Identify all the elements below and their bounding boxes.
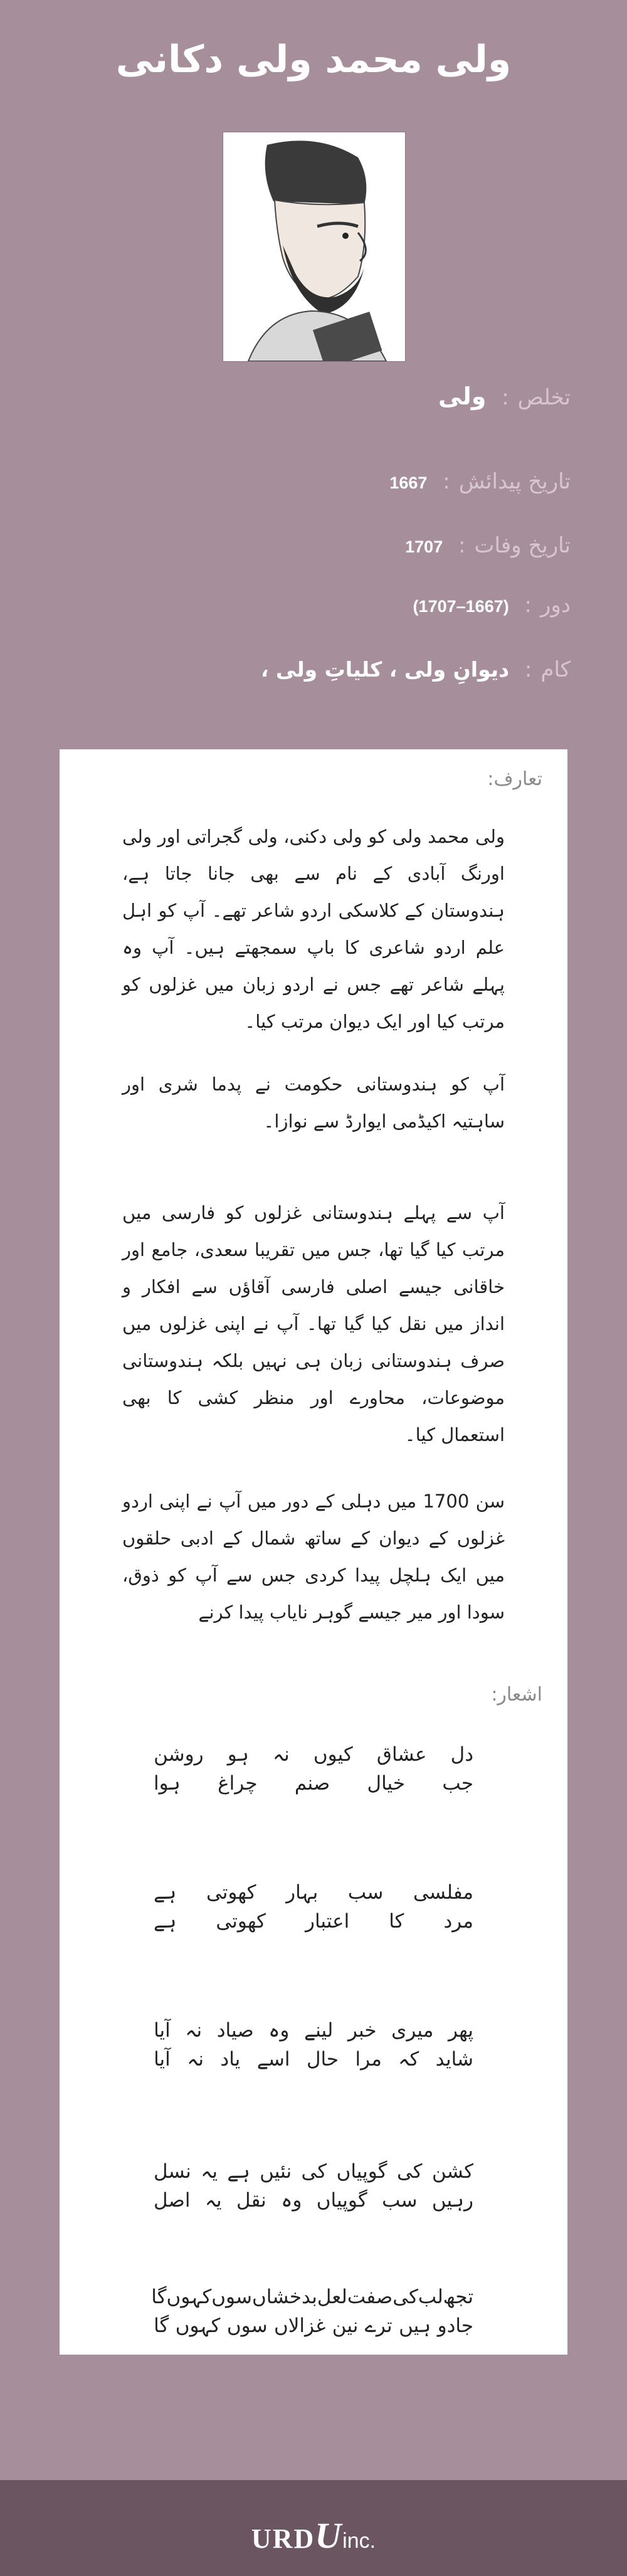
death-row: تاریخ وفات: 1707 [405,533,571,558]
couplet-line: جب خیال صنم چراغ ہوا [154,1772,473,1795]
poet-portrait [223,132,406,362]
content-card [60,749,567,2355]
birth-value: 1667 [389,473,428,492]
intro-heading: تعارف: [487,768,542,790]
couplet [154,1740,473,1798]
portrait-illustration-icon [223,132,405,361]
couplet-line: جادو ہیں ترے نین غزالاں سوں کہوں گا [154,2315,473,2337]
works-value: دیوانِ ولی ، کلیاتِ ولی ، [260,657,510,682]
works-row: کام: دیوانِ ولی ، کلیاتِ ولی ، [260,657,571,682]
couplet-line: کشن کی گوپیاں کی نئیں ہے یہ نسل [154,2160,473,2183]
birth-row: تاریخ پیدائش: 1667 [389,469,571,494]
takhallus-value: ولی [438,383,487,410]
couplet-line: مرد کا اعتبار کھوتی ہے [154,1910,473,1933]
intro-paragraph-4: سن 1700 میں دہلی کے دور میں آپ نے اپنی اردو غزلوں کے دیوان کے ساتھ شمال کے ادبی حلقوں میں ایک ہلچل پیدا کردی جس سے آپ کو ذوق، سودا اور میر جیسے گوہر نایاب پیدا کرنے [122,1491,505,1623]
death-value: 1707 [405,537,443,556]
couplet-line: شاید کہ مرا حال اسے یاد نہ آیا [154,2048,473,2071]
footer-bar [0,2480,627,2576]
urdu-inc-logo[interactable]: URDUinc. [251,2515,376,2556]
couplet-line: تجھ لب کی صفت لعل بدخشاں سوں کہوں گا [151,2286,473,2308]
couplet [151,2283,473,2340]
couplet-line: دل عشاق کیوں نہ ہو روشن [154,1743,473,1766]
couplet-line: مفلسی سب بہار کھوتی ہے [154,1881,473,1904]
intro-paragraph-3: آپ سے پہلے ہندوستانی غزلوں کو فارسی میں مرتب کیا گیا تھا، جس میں تقریبا سعدی، جامع اور خاقانی جیسے اصلی فارسی آقاؤں سے افکار و انداز میں نقل کیا گیا تھا۔ آپ نے اپنی غزلوں میں صرف ہندوستانی زبان ہی نہیں بلکہ ہندوستانی موضوعات، محاورے اور منظر کشی کا بھی استعمال کیا۔ [122,1202,505,1445]
intro-paragraph-1: ولی محمد ولی کو ولی دکنی، ولی گجراتی اور ولی اورنگ آبادی کے نام سے بھی جانا جاتا ہے، ہندوستان کے کلاسکی اردو شاعر تھے۔ آپ کو اہل علم اردو شاعری کا باپ سمجھتے ہیں۔ آپ وہ پہلے شاعر تھے جس نے اردو زبان میں غزلوں کو مرتب کیا اور ایک دیوان مرتب کیا۔ [122,826,505,1032]
couplet-line: رہیں سب گوپیاں وہ نقل یہ اصل [154,2189,473,2212]
couplet [154,2016,473,2074]
era-row: دور: (1667–1707) [413,593,571,618]
couplet [154,2157,473,2215]
poetry-heading: اشعار: [491,1684,542,1706]
takhallus-row: تخلص: ولی [438,383,571,410]
era-value: (1667–1707) [413,597,509,616]
couplet-line: پھر میری خبر لینے وہ صیاد نہ آیا [154,2019,473,2042]
couplet [154,1878,473,1936]
intro-paragraph-2: آپ کو ہندوستانی حکومت نے پدما شری اور ساہتیہ اکیڈمی ایوارڈ سے نوازا۔ [122,1074,505,1132]
poet-name-title: ولی محمد ولی دکانی [115,38,512,82]
